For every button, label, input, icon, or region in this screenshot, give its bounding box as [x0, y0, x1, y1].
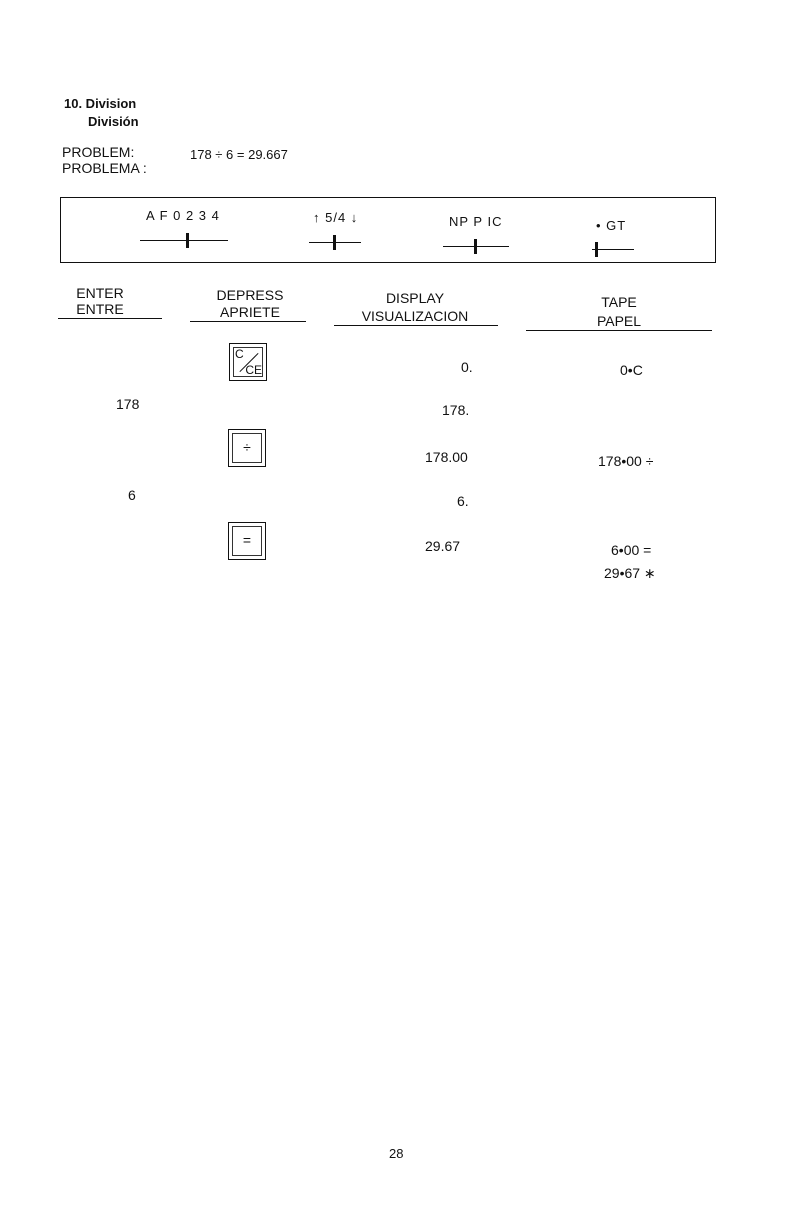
section-title-en: 10. Division	[64, 96, 137, 111]
display-value-row5: 29.67	[425, 538, 461, 554]
decimal-slider[interactable]	[140, 233, 228, 247]
mode-slider-knob[interactable]	[474, 239, 477, 254]
display-value-row4: 6.	[457, 493, 469, 509]
col-depress-es: APRIETE	[220, 304, 280, 320]
problem-expression: 178 ÷ 6 = 29.667	[190, 147, 288, 162]
equals-key-label: =	[242, 532, 252, 548]
problem-label-en: PROBLEM:	[62, 144, 135, 160]
rounding-slider-knob[interactable]	[333, 235, 336, 250]
clear-entry-key[interactable]	[229, 343, 267, 381]
col-display-en: DISPLAY	[385, 290, 445, 306]
clear-key-label: C	[235, 347, 244, 361]
tape-value-row3: 178•00 ÷	[598, 453, 654, 469]
page-number: 28	[389, 1146, 404, 1161]
col-depress-en: DEPRESS	[216, 287, 284, 303]
tape-value-row5: 6•00 =	[611, 542, 652, 558]
switch-label-rounding: ↑ 5/4 ↓	[313, 210, 359, 225]
problem-label-es: PROBLEMA :	[62, 160, 147, 176]
col-enter-es: ENTRE	[76, 301, 124, 317]
col-enter-en: ENTER	[76, 285, 124, 301]
col-tape-es: PAPEL	[596, 313, 642, 329]
col-tape-en: TAPE	[601, 294, 637, 310]
tape-value-row6: 29•67 ∗	[604, 565, 656, 581]
enter-value-row2: 178	[116, 396, 140, 412]
equals-key[interactable]	[228, 522, 266, 560]
switch-label-mode: NP P IC	[449, 214, 503, 229]
gt-slider-knob[interactable]	[595, 242, 598, 257]
gt-slider[interactable]	[592, 242, 634, 256]
display-value-row2: 178.	[442, 402, 470, 418]
mode-slider[interactable]	[443, 239, 509, 253]
switch-label-gt: • GT	[596, 218, 627, 233]
enter-value-row4: 6	[128, 487, 136, 503]
display-value-row1: 0.	[461, 359, 473, 375]
tape-value-row1: 0•C	[620, 362, 643, 378]
divide-key[interactable]	[228, 429, 266, 467]
display-value-row3: 178.00	[425, 449, 468, 465]
divide-key-label: ÷	[243, 439, 251, 455]
decimal-slider-knob[interactable]	[186, 233, 189, 248]
col-display-es: VISUALIZACION	[361, 308, 469, 324]
rounding-slider[interactable]	[309, 235, 361, 249]
section-title-es: División	[88, 114, 139, 129]
clear-entry-key-label: CE	[245, 363, 262, 377]
switch-label-decimal: A F 0 2 3 4	[146, 208, 220, 223]
